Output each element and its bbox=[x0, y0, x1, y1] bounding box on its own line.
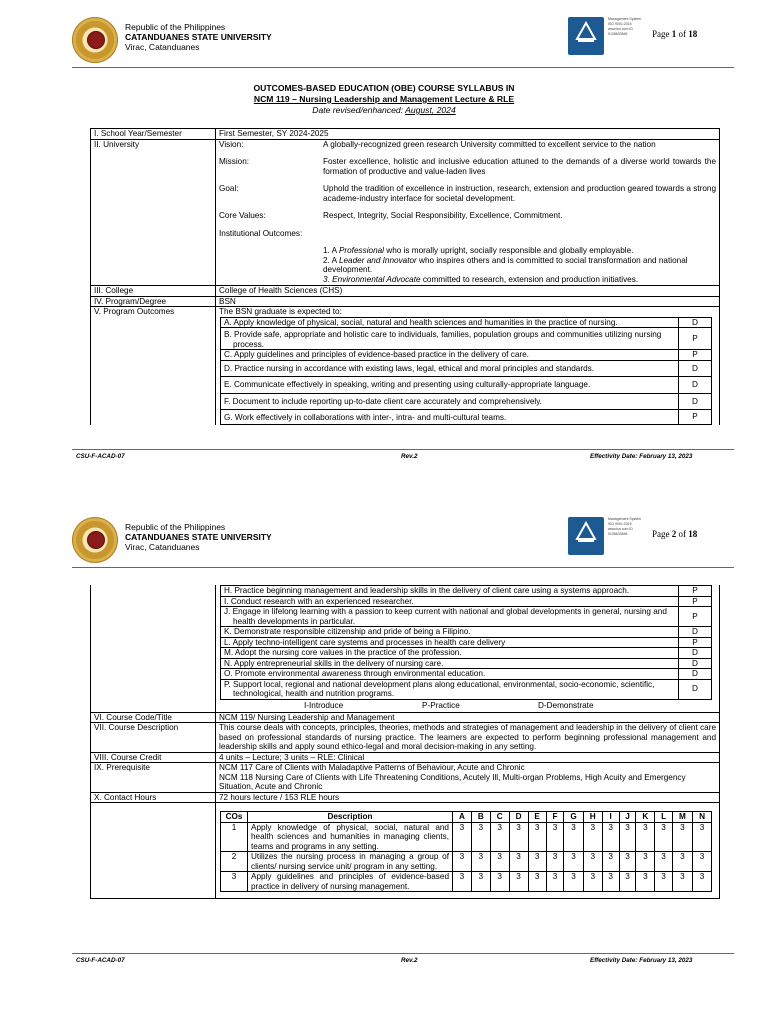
institutional-outcomes-label: Institutional Outcomes: bbox=[219, 228, 303, 238]
course-code-value: NCM 119/ Nursing Leadership and Management bbox=[216, 712, 720, 723]
university-label: II. University bbox=[91, 139, 216, 286]
prerequisite-label: IX. Prerequisite bbox=[91, 763, 216, 793]
university-name: CATANDUANES STATE UNIVERSITY bbox=[125, 32, 272, 42]
list-item: B. Provide safe, appropriate and holistic care to individuals, families, population groups and communities utilizing nursing process. P bbox=[221, 328, 712, 350]
course-description-text: This course deals with concepts, principles, theories, methods and strategies of management and leadership in the delivery of client care based on professional standards of nursing practice. The learners are expected to perform beginning professional management and leadership skills and apply sound ethico-legal and moral decision-making in any setting. bbox=[216, 723, 720, 753]
college-label: III. College bbox=[91, 286, 216, 297]
syllabus-table bbox=[90, 128, 720, 425]
course-code-label: VI. Course Code/Title bbox=[91, 712, 216, 723]
page-number: Page 2 of 18 bbox=[652, 529, 698, 539]
list-item: P. Support local, regional and national development plans along educational, environmental, socio-economic, scientific, technological, health and nutrition programs. D bbox=[221, 679, 712, 699]
list-item: I. Conduct research with an experienced researcher. P bbox=[221, 596, 712, 607]
iso-certification-badge: Management System ISO 9001:2015 www.tuv.com ID 9108633846 bbox=[568, 17, 644, 57]
school-year-label: I. School Year/Semester bbox=[91, 129, 216, 140]
list-item: K. Demonstrate responsible citizenship and pride of being a Filipino. D bbox=[221, 627, 712, 638]
list-item: E. Communicate effectively in speaking, writing and presenting using culturally-appropriate language. D bbox=[221, 377, 712, 394]
co-po-mapping-table: COs Description A B C D E F G H I J K L M N 1 Apply knowledge of physical, social, natural and health sciences and humanities in managing clients, teams and programs in any setting. 3 3 3 3 3 3 3 3 3 3 3 3 3 3 2 Utilizes the nursing process in managing a group of clients/ nursing service unit/ program in any setting. 3 3 3 3 3 3 3 3 3 3 3 3 3 3 3 Apply guidelines and principles of evidence-based practice in delivery of nursing management. 3 3 3 3 3 3 3 3 3 3 3 3 3 3 bbox=[220, 811, 712, 892]
table-row: 1 Apply knowledge of physical, social, natural and health sciences and humanities in managing clients, teams and programs in any setting. 3 3 3 3 3 3 3 3 3 3 3 3 3 3 bbox=[221, 822, 712, 852]
syllabus-title: OUTCOMES-BASED EDUCATION (OBE) COURSE SYLLABUS IN NCM 119 – Nursing Leadership and Management Lecture & RLE Date revised/enhanced: August, 2024 bbox=[253, 83, 515, 115]
list-item: J. Engage in lifelong learning with a passion to keep current with national and global developments in general, nursing and health developments in particular. P bbox=[221, 607, 712, 627]
college-value: College of Health Sciences (CHS) bbox=[216, 286, 720, 297]
syllabus-page-1: Republic of the Philippines CATANDUANES STATE UNIVERSITY Virac, Catanduanes Management System ISO 9001:2015 www.tuv.com ID 9108633846 Page 1 of 18 OUTCOMES-BASED EDUCATION (OBE) COURSE SYLLABUS IN NCM 119 – Nursing Leadership and Management Lecture & RLE Date revised/enhanced: August, 2024 I. School Year/Semester First Semester, SY 2024-2025 II. University Vision: A globally-recognized green research University committed to excellent service to the nation Mission: Foster excellence, holistic and inclusive education attuned to the demands of a diverse world towards the formation of productive and value-laden lives Goal: Uphold the tradition of excellence in instruction, research, extension and production geared towards a strong academe-industry interface for societal development. Core Values: Respect, Integrity, Social Responsibility, Excellence, Commitment. Institutional Outcomes: 1. A Professional who is morally upright, socially responsible and globally employable. 2. A Leader and Innovator who inspires others and is committed to social transformation and national development. 3. Environmental Advocate committed to research, extension and production initiatives. III. College College of Health Sciences (CHS) IV. Program/Degree BSN V. Program Outcomes The BSN graduate is expected to: A. Apply knowledge of physical, social, natural and health sciences and humanities in the practice of nursing. D B. Provide safe, appropriate and holistic care to individuals, families, population groups and communities utilizing nursing process. P C. Apply guidelines and principles of evidence-based practice in the delivery of care. P D. Practice nursing in accordance with existing laws, legal, ethical and moral principles and standards. D E. Communicate effectively in speaking, writing and presenting using culturally-appropriate language. D F. Document to include reporting up-to-date client care accurately and comprehensively. D G. Work effectively in collaborations with inter-, intra- and multi-cultural teams. P CSU-F-ACAD-07 Rev.2 Effectivity Date: February 13, 2023 bbox=[0, 0, 768, 470]
syllabus-page-2: Republic of the Philippines CATANDUANES STATE UNIVERSITY Virac, Catanduanes Management System ISO 9001:2015 www.tuv.com ID 9108633846 Page 2 of 18 H. Practice beginning management and leadership skills in the delivery of client care using a systems approach. P I. Conduct research with an experienced researcher. P J. Engage in lifelong learning with a passion to keep current with national and global developments in general, nursing and health developments in particular. P K. Demonstrate responsible citizenship and pride of being a Filipino. D L. Apply techno-intelligent care systems and processes in health care delivery P M. Adopt the nursing core values in the practice of the profession. D N. Apply entrepreneurial skills in the delivery of nursing care. D O. Promote environmental awareness through environmental education. D P. Support local, regional and national development plans along educational, environmental, socio-economic, scientific, technological, health and nutrition programs. D I-Introduce P-Practice D-Demonstrate VI. Course Code/Title NCM 119/ Nursing Leadership and Management VII. Course Description This course deals with concepts, principles, theories, methods and strategies of management and leadership in the delivery of client care based on professional standards of nursing practice. The learners are expected to perform beginning professional management and leadership skills and apply sound ethico-legal and moral decision-making in any setting. VIII. Course Credit 4 units – Lecture; 3 units – RLE: Clinical IX. Prerequisite NCM 117 Care of Clients with Maladaptive Patterns of Behaviour, Acute and Chronic NCM 118 Nursing Care of Clients with Life Threatening Conditions, Acutely Ill, Multi-organ Problems, High Acuity and Emergency Situation, Acute and Chronic X. Contact Hours 72 hours lecture / 153 RLE hours COs Description A B C D E F G H I J K L M N 1 Apply knowledge of physical, social, natural and health sciences and humanities in managing clients, teams and programs in any setting. 3 3 3 3 3 3 3 3 3 3 3 3 3 3 2 Utilizes the nursing process in managing a group of clients/ nursing service unit/ program in any setting. 3 3 3 3 3 3 3 3 3 3 3 3 3 3 3 Apply guidelines and principles of evidence-based practice in delivery of nursing management. 3 3 3 3 3 3 3 3 3 3 3 3 3 3 CSU-F-ACAD-07 Rev.2 Effectivity Date: February 13, 2023 bbox=[0, 500, 768, 970]
mission-label: Mission: bbox=[219, 157, 250, 166]
contact-hours-value: 72 hours lecture / 153 RLE hours bbox=[216, 792, 720, 803]
list-item: O. Promote environmental awareness through environmental education. D bbox=[221, 669, 712, 680]
outcome-legend: I-Introduce P-Practice D-Demonstrate bbox=[304, 700, 594, 710]
program-outcomes-table bbox=[220, 317, 712, 425]
letterhead bbox=[125, 522, 272, 552]
header-divider bbox=[72, 67, 734, 68]
goal-text: Uphold the tradition of excellence in instruction, research, extension and production geared towards a strong academe-industry interface for societal development. bbox=[323, 184, 716, 203]
program-outcomes-table bbox=[220, 585, 712, 700]
table-row: 2 Utilizes the nursing process in managing a group of clients/ nursing service unit/ program in any setting. 3 3 3 3 3 3 3 3 3 3 3 3 3 3 bbox=[221, 852, 712, 872]
contact-hours-label: X. Contact Hours bbox=[91, 792, 216, 803]
program-value: BSN bbox=[216, 296, 720, 307]
list-item: N. Apply entrepreneurial skills in the delivery of nursing care. D bbox=[221, 658, 712, 669]
university-seal-logo bbox=[72, 17, 118, 63]
course-description-label: VII. Course Description bbox=[91, 723, 216, 753]
goal-label: Goal: bbox=[219, 184, 239, 193]
program-outcomes-intro: The BSN graduate is expected to: bbox=[219, 307, 342, 316]
school-year-value: First Semester, SY 2024-2025 bbox=[216, 129, 720, 140]
university-name: CATANDUANES STATE UNIVERSITY bbox=[125, 532, 272, 542]
letterhead bbox=[125, 22, 272, 52]
footer-divider bbox=[72, 449, 734, 450]
institutional-outcomes-list: 1. A Professional who is morally upright, socially responsible and globally employable. 2. A Leader and Innovator who inspires others and is committed to social transformation and national development. 3. Environmental Advocate committed to research, extension and production initiatives. bbox=[323, 246, 688, 284]
list-item: D. Practice nursing in accordance with existing laws, legal, ethical and moral principles and standards. D bbox=[221, 360, 712, 377]
header-divider bbox=[72, 567, 734, 568]
page-number: Page 1 of 18 bbox=[652, 29, 698, 39]
mission-text: Foster excellence, holistic and inclusive education attuned to the demands of a diverse world towards the formation of productive and value-laden lives bbox=[323, 157, 716, 176]
prerequisite-value: NCM 117 Care of Clients with Maladaptive Patterns of Behaviour, Acute and Chronic NCM 118 Nursing Care of Clients with Life Threatening Conditions, Acutely Ill, Multi-organ Problems, High Acuity and Emergency Situation, Acute and Chronic bbox=[216, 763, 720, 793]
program-outcomes-label: V. Program Outcomes bbox=[91, 307, 216, 425]
iso-certification-badge: Management System ISO 9001:2015 www.tuv.com ID 9108633846 bbox=[568, 517, 644, 557]
university-location: Virac, Catanduanes bbox=[125, 542, 200, 552]
republic-text: Republic of the Philippines bbox=[125, 22, 226, 32]
course-credit-label: VIII. Course Credit bbox=[91, 752, 216, 763]
list-item: M. Adopt the nursing core values in the practice of the profession. D bbox=[221, 648, 712, 659]
course-credit-value: 4 units – Lecture; 3 units – RLE: Clinical bbox=[216, 752, 720, 763]
core-values-text: Respect, Integrity, Social Responsibility, Excellence, Commitment. bbox=[323, 211, 563, 220]
republic-text: Republic of the Philippines bbox=[125, 522, 226, 532]
vision-label: Vision: bbox=[219, 139, 244, 149]
list-item: C. Apply guidelines and principles of evidence-based practice in the delivery of care. P bbox=[221, 350, 712, 361]
university-location: Virac, Catanduanes bbox=[125, 42, 200, 52]
footer-divider bbox=[72, 953, 734, 954]
program-label: IV. Program/Degree bbox=[91, 296, 216, 307]
table-row: 3 Apply guidelines and principles of evidence-based practice in delivery of nursing management. 3 3 3 3 3 3 3 3 3 3 3 3 3 3 bbox=[221, 872, 712, 892]
vision-text: A globally-recognized green research University committed to excellent service to the nation bbox=[323, 139, 656, 149]
list-item: A. Apply knowledge of physical, social, natural and health sciences and humanities in the practice of nursing. D bbox=[221, 317, 712, 328]
syllabus-table-continued bbox=[90, 585, 720, 899]
list-item: L. Apply techno-intelligent care systems and processes in health care delivery P bbox=[221, 637, 712, 648]
core-values-label: Core Values: bbox=[219, 211, 266, 220]
list-item: G. Work effectively in collaborations with inter-, intra- and multi-cultural teams. P bbox=[221, 410, 712, 425]
university-seal-logo bbox=[72, 517, 118, 563]
list-item: H. Practice beginning management and leadership skills in the delivery of client care using a systems approach. P bbox=[221, 586, 712, 597]
list-item: F. Document to include reporting up-to-date client care accurately and comprehensively. D bbox=[221, 393, 712, 410]
